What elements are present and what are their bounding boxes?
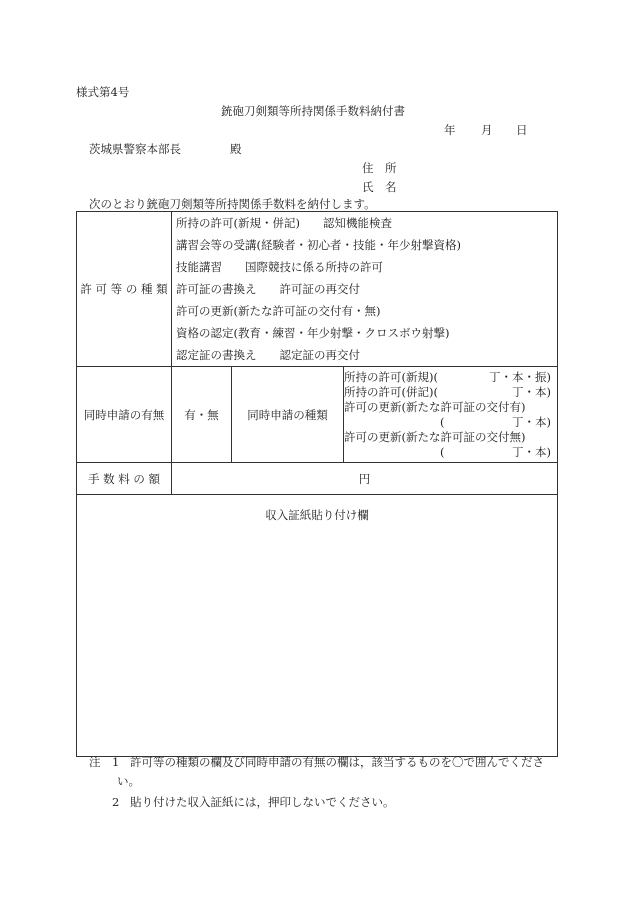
simul-type-unit: 丁・本) bbox=[512, 444, 552, 459]
permit-type-option: 許可の更新(新たな許可証の交付有・無) bbox=[176, 304, 381, 318]
addressee-name: 茨城県警察本部長 bbox=[89, 142, 181, 156]
addressee-honorific: 殿 bbox=[230, 142, 242, 156]
intro-text: 次のとおり銃砲刀剣類等所持関係手数料を納付します。 bbox=[89, 197, 376, 211]
simultaneous-label: 同時申請の有無 bbox=[77, 367, 172, 463]
note-1-number: 1 bbox=[112, 755, 120, 769]
simultaneous-row bbox=[77, 367, 558, 463]
permit-type-option: 認定証の書換え 認定証の再交付 bbox=[176, 348, 360, 362]
permit-type-option: 技能講習 国際競技に係る所持の許可 bbox=[176, 260, 383, 274]
permit-type-row bbox=[77, 212, 558, 367]
date-year-label: 年 bbox=[444, 123, 456, 137]
simul-type-unit: 丁・本) bbox=[512, 414, 552, 429]
address-label: 住 所 bbox=[362, 161, 397, 175]
stamp-row bbox=[77, 495, 558, 757]
fee-amount-unit: 円 bbox=[172, 463, 558, 495]
form-number: 様式第4号 bbox=[76, 85, 130, 99]
simul-type-text: 許可の更新(新たな許可証の交付無) bbox=[344, 429, 526, 444]
note-1-text: 許可等の種類の欄及び同時申請の有無の欄は，該当するものを〇で囲んでくださ bbox=[130, 755, 544, 769]
simul-type-text: 所持の許可(新規)( bbox=[344, 369, 438, 384]
fee-label: 手 数 料 の 額 bbox=[77, 463, 172, 495]
permit-type-label: 許 可 等 の 種 類 bbox=[77, 212, 172, 367]
simul-type-text: 許可の更新(新たな許可証の交付有) bbox=[344, 399, 526, 414]
simul-type-text: 所持の許可(併記)( bbox=[344, 384, 438, 399]
simul-type-unit: 丁・本) bbox=[512, 384, 552, 399]
note-2-number: 2 bbox=[112, 795, 120, 809]
name-label: 氏 名 bbox=[362, 180, 397, 194]
simultaneous-type-options bbox=[344, 367, 558, 463]
document-title: 銃砲刀剣類等所持関係手数料納付書 bbox=[221, 104, 405, 118]
permit-type-option: 所持の許可(新規・併記) 認知機能検査 bbox=[176, 216, 392, 230]
simul-type-paren: ( bbox=[440, 414, 445, 429]
simul-type-paren: ( bbox=[440, 444, 445, 459]
note-2-text: 貼り付けた収入証紙には，押印しないでください。 bbox=[130, 795, 395, 809]
permit-type-option: 許可証の書換え 許可証の再交付 bbox=[176, 282, 360, 296]
date-month-label: 月 bbox=[481, 123, 493, 137]
permit-type-option: 資格の認定(教育・練習・年少射撃・クロスボウ射撃) bbox=[176, 326, 450, 340]
simul-type-unit: 丁・本・振) bbox=[489, 369, 552, 384]
simultaneous-value: 有・無 bbox=[172, 367, 232, 463]
note-1-text-cont: い。 bbox=[117, 774, 140, 788]
fee-form-table bbox=[76, 211, 558, 757]
fee-row bbox=[77, 463, 558, 495]
permit-type-option: 講習会等の受講(経験者・初心者・技能・年少射撃資格) bbox=[176, 238, 461, 252]
stamp-area-label: 収入証紙貼り付け欄 bbox=[77, 495, 558, 757]
date-day-label: 日 bbox=[516, 123, 528, 137]
notes-head: 注 bbox=[89, 755, 101, 769]
simultaneous-type-label: 同時申請の種類 bbox=[232, 367, 344, 463]
permit-type-options bbox=[172, 212, 558, 367]
